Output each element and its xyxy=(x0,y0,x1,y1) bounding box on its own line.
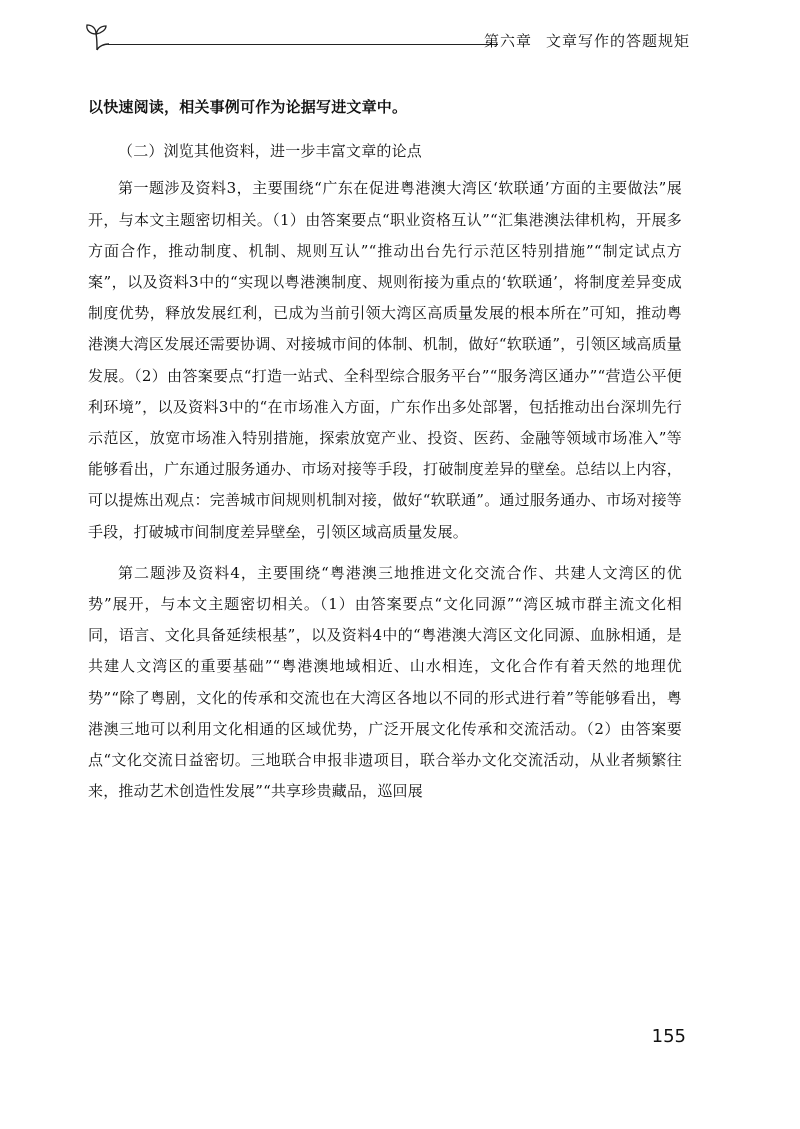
page-number: 155 xyxy=(651,1026,686,1047)
chapter-number: 第六章 xyxy=(483,32,532,50)
header-rule xyxy=(108,44,498,45)
page-body xyxy=(88,92,682,807)
chapter-name: 文章写作的答题规矩 xyxy=(545,32,690,50)
paragraph-question-one: 第一题涉及资料3，主要围绕“广东在促进粤港澳大湾区‘软联通’方面的主要做法”展开，与本文主题密切相关。（1）由答案要点“职业资格互认”“汇集港澳法律机构，开展多方面合作，推动制度、机制、规则互认”“推动出台先行示范区特别措施”“制定试点方案”，以及资料3中的“实现以粤港澳制度、规则衔接为重点的‘软联通’，将制度差异变成制度优势，释放发展红利，已成为当前引领大湾区高质量发展的根本所在”可知，推动粤港澳大湾区发展还需要协调、对接城市间的体制、机制，做好“软联通”，引领区域高质量发展。（2）由答案要点“打造一站式、全科型综合服务平台”“服务湾区通办”“营造公平便利环境”，以及资料3中的“在市场准入方面，广东作出多处部署，包括推动出台深圳先行示范区，放宽市场准入特别措施，探索放宽产业、投资、医药、金融等领域市场准入”等能够看出，广东通过服务通办、市场对接等手段，打破制度差异的壁垒。总结以上内容，可以提炼出观点：完善城市间规则机制对接，做好“软联通”。通过服务通办、市场对接等手段，打破城市间制度差异壁垒，引领区域高质量发展。 xyxy=(88,179,682,541)
sprout-icon xyxy=(84,22,110,52)
chapter-title xyxy=(484,30,690,51)
paragraph-question-two: 第二题涉及资料4，主要围绕“粤港澳三地推进文化交流合作、共建人文湾区的优势”展开，与本文主题密切相关。（1）由答案要点“文化同源”“湾区城市群主流文化相同，语言、文化具备延续根基”，以及资料4中的“粤港澳大湾区文化同源、血脉相通，是共建人文湾区的重要基础”“粤港澳地域相近、山水相连，文化合作有着天然的地理优势”“除了粤剧，文化的传承和交流也在大湾区各地以不同的形式进行着”等能够看出，粤港澳三地可以利用文化相通的区域优势，广泛开展文化传承和交流活动。（2）由答案要点“文化交流日益密切。三地联合申报非遗项目，联合举办文化交流活动，从业者频繁往来，推动艺术创造性发展”“共享珍贵藏品，巡回展 xyxy=(88,563,682,801)
section-subheading: （二）浏览其他资料，进一步丰富文章的论点 xyxy=(118,142,423,161)
lead-sentence: 以快速阅读，相关事例可作为论据写进文章中。 xyxy=(88,98,408,116)
running-header xyxy=(84,14,700,56)
